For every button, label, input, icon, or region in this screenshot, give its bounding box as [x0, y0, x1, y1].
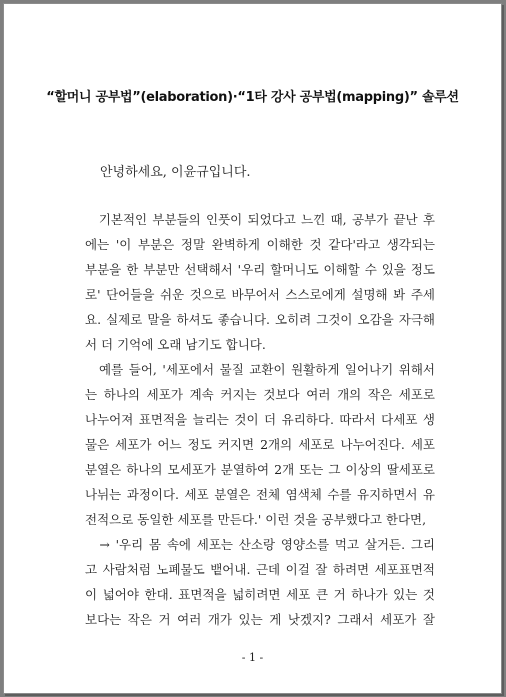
body-line: 고 사람처럼 노폐물도 뱉어내. 근데 이걸 잘 하려면 세포표면적: [85, 562, 435, 577]
body-line: 요. 실제로 말을 하셔도 좋습니다. 오히려 그것이 오감을 자극해: [85, 312, 435, 327]
body-line: 보다는 작은 거 여러 개가 있는 게 낫겠지? 그래서 세포가 잘: [85, 612, 435, 627]
body-line: 물은 세포가 어느 정도 커지면 2개의 세포로 나누어진다. 세포: [85, 437, 435, 452]
body-line: 나뉘는 과정이다. 세포 분열은 전체 염색체 수를 유지하면서 유: [85, 487, 435, 502]
body-line: 전적으로 동일한 세포를 만든다.' 이런 것을 공부했다고 한다면,: [85, 512, 427, 527]
body-line: 예를 들어, '세포에서 물질 교환이 원활하게 일어나기 위해서: [85, 362, 435, 377]
body-line: 로' 단어들을 쉬운 것으로 바무어서 스스로에게 설명해 봐 주세: [85, 287, 435, 302]
body-line: 부분을 한 부분만 선택해서 '우리 할머니도 이해할 수 있을 정도: [85, 262, 435, 277]
body-line: 나누어져 표면적을 늘리는 것이 더 유리하다. 따라서 다세포 생: [85, 412, 435, 427]
greeting-line: 안녕하세요, 이윤규입니다.: [100, 165, 251, 180]
body-line: 서 더 기억에 오래 남기도 합니다.: [85, 337, 266, 352]
body-line: 기본적인 부분들의 인풋이 되었다고 느낀 때, 공부가 끝난 후: [85, 212, 435, 227]
body-line: 는 하나의 세포가 계속 커지는 것보다 여러 개의 작은 세포로: [85, 387, 435, 402]
body-line: 분열은 하나의 모세포가 분열하여 2개 또는 그 이상의 딸세포로: [85, 462, 435, 477]
body-line: 이 넓어야 한대. 표면적을 넓히려면 세포 큰 거 하나가 있는 것: [85, 587, 435, 602]
document-title: “할머니 공부법”(elaboration)·“1타 강사 공부법(mapping)” 솔루션: [46, 90, 459, 105]
page-number: - 1 -: [241, 651, 264, 664]
document-page: [3, 3, 502, 694]
body-line: → '우리 몸 속에 세포는 산소랑 영양소를 먹고 살거든. 그리: [85, 537, 435, 552]
body-line: 에는 '이 부분은 정말 완벽하게 이해한 것 같다'라고 생각되는: [85, 237, 435, 252]
